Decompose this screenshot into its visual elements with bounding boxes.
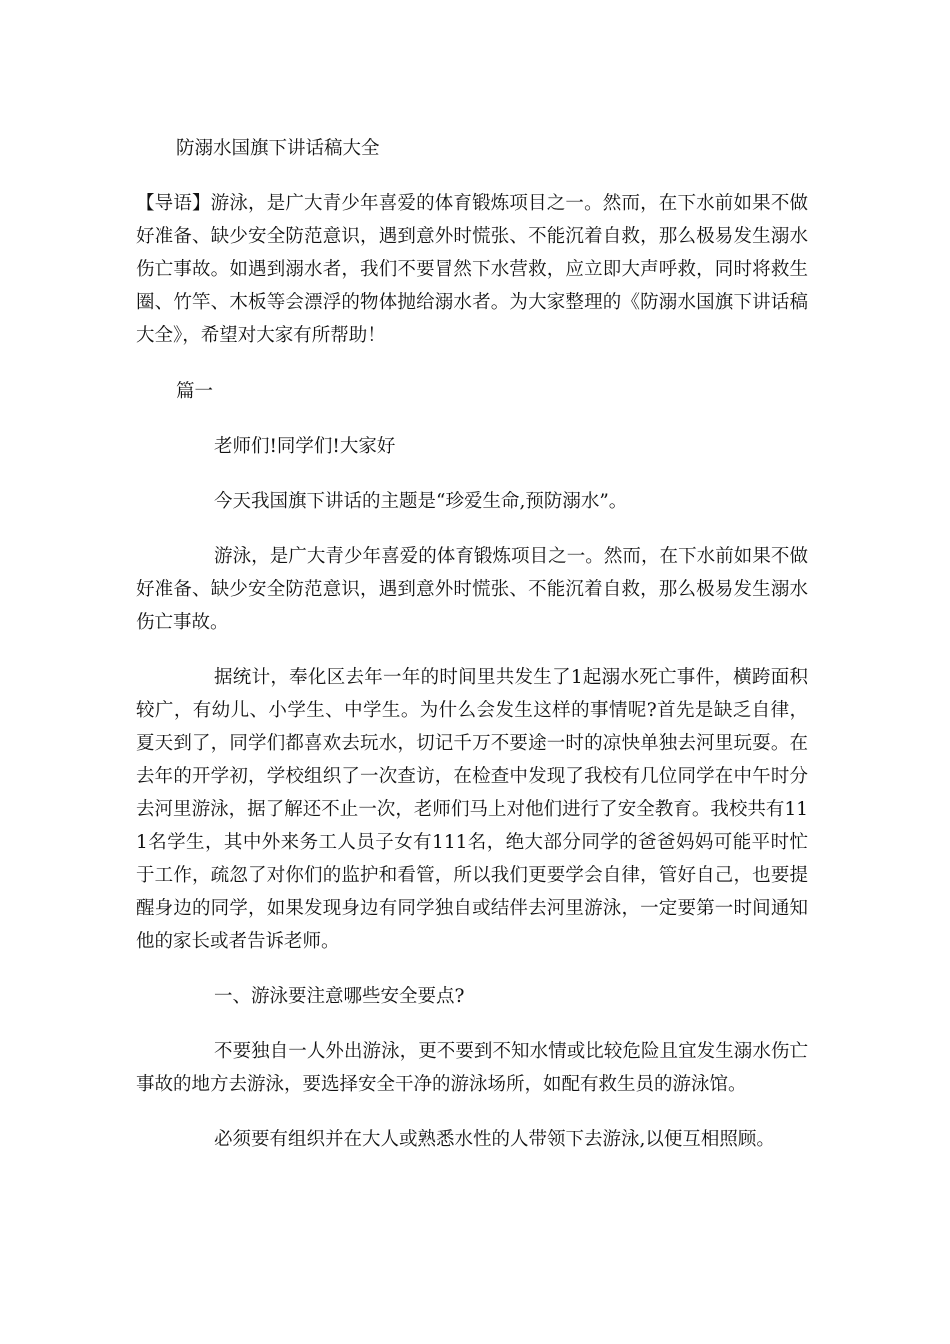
swimming-intro-paragraph: 游泳，是广大青少年喜爱的体育锻炼项目之一。然而，在下水前如果不做好准备、缺少安全防范意识，遇到意外时慌张、不能沉着自救，那么极易发生溺水伤亡事故。 [136, 546, 808, 633]
section-heading: 篇一 [176, 381, 214, 402]
theme-paragraph: 今天我国旗下讲话的主题是“珍爱生命,预防溺水”。 [214, 491, 628, 512]
greeting-paragraph: 老师们!同学们!大家好 [214, 436, 396, 457]
rule-alone-paragraph: 不要独自一人外出游泳，更不要到不知水情或比较危险且宜发生溺水伤亡事故的地方去游泳，要选择安全干净的游泳场所，如配有救生员的游泳馆。 [136, 1041, 808, 1095]
rule-organized-paragraph: 必须要有组织并在大人或熟悉水性的人带领下去游泳,以便互相照顾。 [214, 1129, 775, 1150]
document-title: 防溺水国旗下讲话稿大全 [176, 138, 380, 159]
intro-paragraph: 【导语】游泳，是广大青少年喜爱的体育锻炼项目之一。然而，在下水前如果不做好准备、缺少安全防范意识，遇到意外时慌张、不能沉着自救，那么极易发生溺水伤亡事故。如遇到溺水者，我们不要冒然下水营救，应立即大声呼救，同时将救生圈、竹竿、木板等会漂浮的物体抛给溺水者。为大家整理的《防溺水国旗下讲话稿大全》，希望对大家有所帮助！ [136, 193, 808, 346]
safety-points-heading: 一、游泳要注意哪些安全要点? [214, 986, 465, 1007]
statistics-paragraph: 据统计，奉化区去年一年的时间里共发生了1起溺水死亡事件，横跨面积较广，有幼儿、小学生、中学生。为什么会发生这样的事情呢?首先是缺乏自律，夏天到了，同学们都喜欢去玩水，切记千万不要途一时的凉快单独去河里玩耍。在去年的开学初，学校组织了一次查访，在检查中发现了我校有几位同学在中午时分去河里游泳，据了解还不止一次，老师们马上对他们进行了安全教育。我校共有111名学生，其中外来务工人员子女有111名，绝大部分同学的爸爸妈妈可能平时忙于工作，疏忽了对你们的监护和看管，所以我们更要学会自律，管好自己，也要提醒身边的同学，如果发现身边有同学独自或结伴去河里游泳，一定要第一时间通知他的家长或者告诉老师。 [136, 667, 808, 952]
